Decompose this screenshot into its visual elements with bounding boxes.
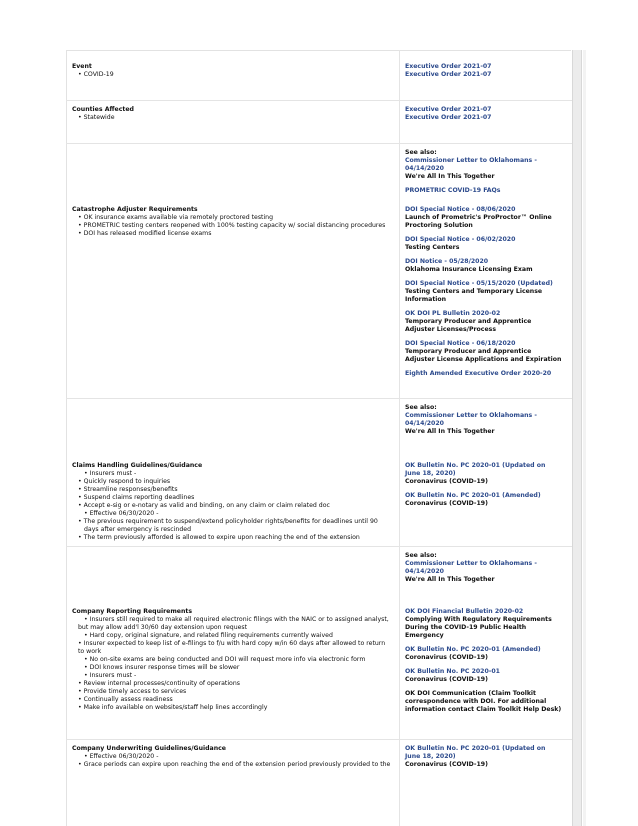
bulletin-subtitle: Coronavirus (COVID-19) [405, 676, 488, 683]
commissioner-letter-link[interactable]: 04/14/2020 [405, 568, 444, 575]
list-item: • Streamline responses/benefits [78, 486, 178, 493]
list-item: • COVID-19 [78, 71, 114, 78]
financial-bulletin-link[interactable]: OK DOI Financial Bulletin 2020-02 [405, 608, 524, 615]
list-item: • Grace periods can expire upon reaching the end of the extension period previously provided to the [78, 761, 391, 768]
list-item: • Hard copy, original signature, and related filing requirements currently waived [84, 632, 333, 639]
bulletin-subtitle: Coronavirus (COVID-19) [405, 761, 488, 768]
counties-refs [405, 106, 567, 122]
prometric-faq-link[interactable]: PROMETRIC COVID-19 FAQs [405, 187, 501, 194]
row-divider [66, 739, 572, 740]
row-divider [66, 143, 572, 144]
counties-title: Counties Affected [72, 106, 134, 113]
counties-cell [72, 106, 398, 122]
catastrophe-refs [405, 206, 567, 378]
letter-subtitle: We're All In This Together [405, 576, 495, 583]
catastrophe-cell [72, 206, 398, 238]
pl-bulletin-link[interactable]: OK DOI PL Bulletin 2020-02 [405, 310, 501, 317]
bulletin-link[interactable]: OK Bulletin No. PC 2020-01 (Updated on [405, 462, 546, 469]
event-cell [72, 63, 398, 79]
claims-refs [405, 462, 567, 508]
doi-notice-link[interactable]: DOI Notice - 05/28/2020 [405, 258, 489, 265]
list-item: • Continually assess readiness [78, 696, 173, 703]
list-item: • Suspend claims reporting deadlines [78, 494, 195, 501]
reporting-cell [72, 608, 398, 712]
claims-title: Claims Handling Guidelines/Guidance [72, 462, 203, 469]
underwriting-cell [72, 745, 398, 769]
bulletin-subtitle: Coronavirus (COVID-19) [405, 478, 488, 485]
see-also-label: See also: [405, 149, 437, 156]
list-item: but may allow add'l 30/60 day extension upon request [78, 624, 248, 631]
list-item: • Provide timely access to services [78, 688, 187, 695]
scrollbar-track[interactable] [572, 50, 582, 826]
column-divider [399, 50, 400, 826]
bulletin-link[interactable]: June 18, 2020) [405, 753, 456, 760]
notice-subtitle: Information [405, 296, 447, 303]
notice-subtitle: Adjuster License Applications and Expiration [405, 356, 562, 363]
reporting-refs [405, 608, 567, 714]
see-also-label: See also: [405, 552, 437, 559]
bulletin-link[interactable]: June 18, 2020) [405, 470, 456, 477]
list-item: • Effective 06/30/2020 - [84, 510, 159, 517]
bulletin-subtitle: Coronavirus (COVID-19) [405, 654, 488, 661]
list-item: • DOI has released modified license exams [78, 230, 212, 237]
list-item: • The term previously afforded is allowed to expire upon reaching the end of the extension [78, 534, 360, 541]
notice-subtitle: Proctoring Solution [405, 222, 473, 229]
commissioner-letter-link[interactable]: Commissioner Letter to Oklahomans - [405, 412, 537, 419]
notice-subtitle: Temporary Producer and Apprentice [405, 318, 532, 325]
doi-notice-link[interactable]: DOI Special Notice - 05/15/2020 (Updated) [405, 280, 553, 287]
catastrophe-title: Catastrophe Adjuster Requirements [72, 206, 198, 213]
commissioner-letter-link[interactable]: 04/14/2020 [405, 420, 444, 427]
letter-subtitle: We're All In This Together [405, 173, 495, 180]
bulletin-link[interactable]: OK Bulletin No. PC 2020-01 (Amended) [405, 646, 541, 653]
bulletin-subtitle: Emergency [405, 632, 444, 639]
scrollbar-edge [583, 50, 586, 826]
event-refs [405, 63, 567, 79]
list-item: • Insurers must - [84, 672, 137, 679]
bulletin-link[interactable]: OK Bulletin No. PC 2020-01 (Updated on [405, 745, 546, 752]
bulletin-subtitle: During the COVID-19 Public Health [405, 624, 527, 631]
list-item: • Statewide [78, 114, 115, 121]
row-divider [66, 398, 572, 399]
notice-subtitle: Testing Centers [405, 244, 460, 251]
commissioner-letter-link[interactable]: 04/14/2020 [405, 165, 444, 172]
bulletin-link[interactable]: OK Bulletin No. PC 2020-01 (Amended) [405, 492, 541, 499]
list-item: days after emergency is rescinded [84, 526, 191, 533]
see-also-block [405, 149, 567, 195]
doi-notice-link[interactable]: DOI Special Notice - 08/06/2020 [405, 206, 516, 213]
executive-order-link[interactable]: Executive Order 2021-07 [405, 63, 492, 70]
list-item: • Review internal processes/continuity of operations [78, 680, 240, 687]
doi-notice-link[interactable]: DOI Special Notice - 06/02/2020 [405, 236, 516, 243]
reporting-title: Company Reporting Requirements [72, 608, 193, 615]
list-item: • The previous requirement to suspend/extend policyholder rights/benefits for deadlines until 90 [78, 518, 378, 525]
notice-subtitle: Launch of Prometric's ProProctor™ Online [405, 214, 552, 221]
list-item: • Make info available on websites/staff help lines accordingly [78, 704, 268, 711]
bulletin-subtitle: Complying With Regulatory Requirements [405, 616, 552, 623]
executive-order-link[interactable]: Eighth Amended Executive Order 2020-20 [405, 370, 552, 377]
list-item: • Effective 06/30/2020 - [84, 753, 159, 760]
underwriting-title: Company Underwriting Guidelines/Guidance [72, 745, 226, 752]
underwriting-refs [405, 745, 567, 769]
notice-subtitle: Temporary Producer and Apprentice [405, 348, 532, 355]
list-item: • No on-site exams are being conducted and DOI will request more info via electronic form [84, 656, 366, 663]
list-item: • DOI knows insurer response times will be slower [84, 664, 240, 671]
doi-notice-link[interactable]: DOI Special Notice - 06/18/2020 [405, 340, 516, 347]
list-item: • Insurers must - [84, 470, 137, 477]
commissioner-letter-link[interactable]: Commissioner Letter to Oklahomans - [405, 560, 537, 567]
list-item: • Insurer expected to keep list of e-filings to f/u with hard copy w/in 60 days after allowed to return [78, 640, 386, 647]
executive-order-link[interactable]: Executive Order 2021-07 [405, 114, 492, 121]
list-item: • Accept e-sig or e-notary as valid and binding, on any claim or claim related doc [78, 502, 330, 509]
see-also-block [405, 552, 567, 584]
letter-subtitle: We're All In This Together [405, 428, 495, 435]
executive-order-link[interactable]: Executive Order 2021-07 [405, 71, 492, 78]
communication-note: correspondence with DOI. For additional [405, 698, 547, 705]
list-item: • Insurers still required to make all required electronic filings with the NAIC or to assigned analyst, [84, 616, 389, 623]
notice-subtitle: Oklahoma Insurance Licensing Exam [405, 266, 533, 273]
commissioner-letter-link[interactable]: Commissioner Letter to Oklahomans - [405, 157, 537, 164]
executive-order-link[interactable]: Executive Order 2021-07 [405, 106, 492, 113]
list-item: • OK insurance exams available via remotely proctored testing [78, 214, 274, 221]
list-item: • PROMETRIC testing centers reopened with 100% testing capacity w/ social distancing procedures [78, 222, 386, 229]
list-item: • Quickly respond to inquiries [78, 478, 171, 485]
event-title: Event [72, 63, 92, 70]
row-divider [66, 546, 572, 547]
notice-subtitle: Adjuster Licenses/Process [405, 326, 497, 333]
communication-note: OK DOI Communication (Claim Toolkit [405, 690, 537, 697]
claims-cell [72, 462, 398, 542]
bulletin-link[interactable]: OK Bulletin No. PC 2020-01 [405, 668, 500, 675]
list-item: to work [78, 648, 102, 655]
notice-subtitle: Testing Centers and Temporary License [405, 288, 543, 295]
communication-note: information contact Claim Toolkit Help Desk) [405, 706, 562, 713]
see-also-block [405, 404, 567, 436]
see-also-label: See also: [405, 404, 437, 411]
row-divider [66, 100, 572, 101]
bulletin-subtitle: Coronavirus (COVID-19) [405, 500, 488, 507]
